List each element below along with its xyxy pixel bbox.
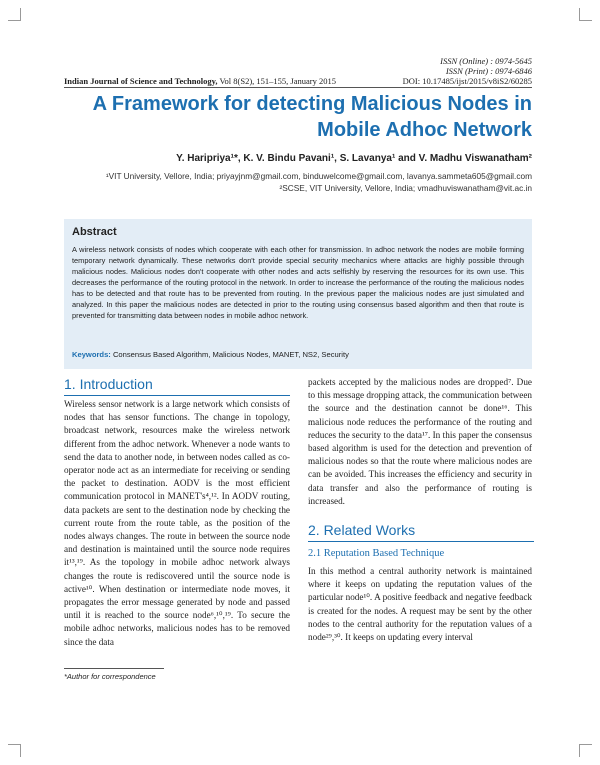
authors: Y. Haripriya¹*, K. V. Bindu Pavani¹, S. Lavanya¹ and V. Madhu Viswanatham² (176, 153, 532, 164)
issn-print: ISSN (Print) : 0974-6846 (445, 66, 532, 76)
related-works-heading (308, 522, 534, 542)
affiliation-1: ¹VIT University, Vellore, India; priyayjnm@gmail.com, binduwelcome@gmail.com, lavanya.sammeta605@gmail.com (105, 171, 532, 181)
keywords-list: Consensus Based Algorithm, Malicious Nodes, MANET, NS2, Security (110, 350, 349, 359)
issn-block (440, 56, 532, 76)
abstract-box (64, 219, 532, 369)
doi: DOI: 10.17485/ijst/2015/v8iS2/60285 (402, 76, 532, 86)
journal-issue: Vol 8(S2), 151–155, January 2015 (217, 76, 336, 86)
intro-heading-text: 1. Introduction (64, 376, 153, 392)
abstract-text: A wireless network consists of nodes which cooperate with each other for transmission. In adhoc network the nodes are mobile forming temporary network dynamically. These networks don't provide special security mechanics where attacks are highly possible through malicious nodes. Malicious nodes don't cooperate with other nodes and acts selfishly by reserving the resources for its own use. This decreases the performance of the routing protocol in the network. In order to increase the performance of the routing the malicious nodes has to be detected and that route has to be prevented from routing. In the previous paper the malicious nodes are just simulated and analyzed. In this paper the malicious nodes are detected in prior to the routing using consensus based algorithm and then that route is prevented for transmitting data between nodes in mobile adhoc network. (72, 245, 524, 320)
footnote: *Author for correspondence (64, 672, 156, 681)
related-works-text: In this method a central authority network is maintained where it keeps on updating the reputation values of the particular node¹⁰. A positive feedback and negative feedback is created for the nodes. A request may be sent by the other nodes to the central authority for the reputation values of a node²⁹,³⁰. It keeps on updating every interval (308, 566, 532, 643)
crop-mark-bottom-left (8, 744, 21, 757)
journal-citation (64, 76, 336, 86)
crop-mark-top-right (579, 8, 592, 21)
keywords-label: Keywords: (72, 350, 111, 359)
intro-heading (64, 376, 290, 396)
paper-title: A Framework for detecting Malicious Nodes in Mobile Adhoc Network (92, 93, 532, 141)
intro-continued-text: packets accepted by the malicious nodes are dropped⁷. Due to this message dropping attack, the communication between the source and the destination cannot be done¹⁶. This malicious node reduces the performance of the routing and reduces the security to the data¹⁷. In this paper the consensus based algorithm is used for the detection and prevention of malicious nodes so that the route where malicious nodes are can be avoided. This increases the efficiency and security in data transfer and also the performance of routing is increased. (308, 377, 533, 506)
reputation-subheading: 2.1 Reputation Based Technique (308, 548, 445, 559)
crop-mark-bottom-right (579, 744, 592, 757)
affiliations (106, 170, 532, 194)
affiliation-2: ²SCSE, VIT University, Vellore, India; vmadhuviswanatham@vit.ac.in (279, 183, 532, 193)
related-heading-text: 2. Related Works (308, 522, 416, 538)
crop-mark-top-left (8, 8, 21, 21)
issn-online: ISSN (Online) : 0974-5645 (440, 56, 532, 66)
header-rule (64, 87, 532, 88)
footnote-rule (64, 668, 164, 669)
journal-name: Indian Journal of Science and Technology, (64, 76, 218, 86)
intro-text: Wireless sensor network is a large network which consists of nodes that has sensor functions. The change in topology, broadcast network, resources make the wireless network different from the adhoc network. Whenever a node wants to send the data to another node, in between nodes called as co-operator node act as an intermediate for receiving or sending the packet to destination. AODV is the most efficient communication protocol in MANET's⁴,¹². In AODV routing, data packets are sent to the destination node by checking the current route from the route table, as the position of the nodes always changes. The route in between the source node and destination is maintained until the source node requires it¹³,¹⁹. As the topology in mobile adhoc network always changes the route is rediscovered until the source node is active¹⁰. When destination or intermediate node moves, it propagates the error message generated by node and passed until it is reached to the source node⁶,¹⁰,¹⁹. To secure the mobile adhoc networks, malicious nodes has to be removed since the data (64, 399, 290, 647)
keywords (72, 350, 349, 359)
abstract-heading: Abstract (72, 226, 117, 238)
